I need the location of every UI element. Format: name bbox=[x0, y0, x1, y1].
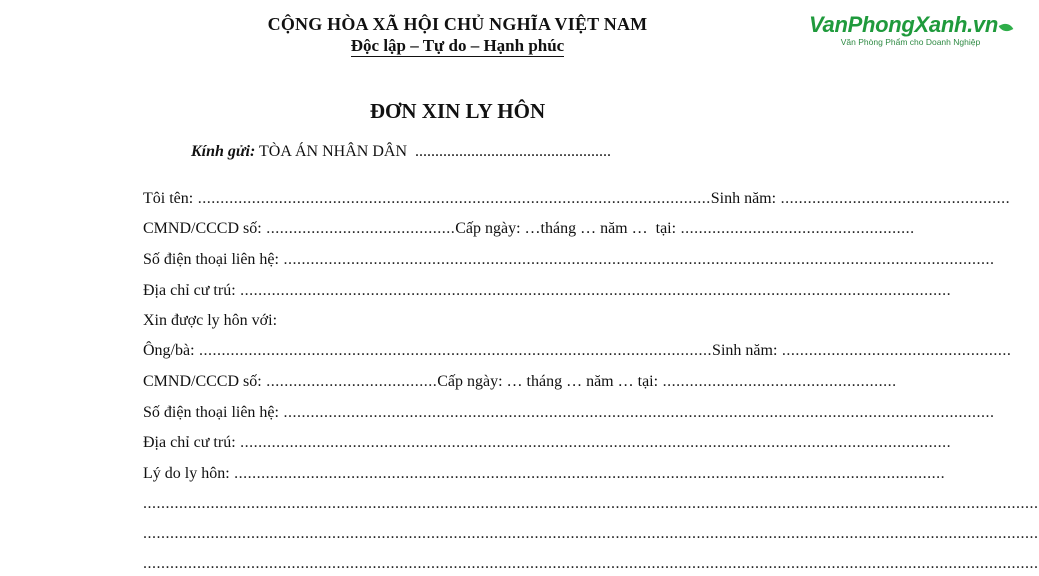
petitioner-name-field[interactable]: .................................................................................................................. bbox=[193, 190, 711, 207]
reason-continuation-line bbox=[143, 495, 1039, 513]
motto-text: Độc lập – Tự do – Hạnh phúc bbox=[350, 36, 565, 55]
respondent-address-label: Địa chỉ cư trú: bbox=[143, 434, 236, 451]
respondent-phone-line bbox=[143, 404, 995, 422]
logo-brand: VanPhongXanh.vn bbox=[808, 12, 998, 37]
petitioner-place-field[interactable]: .................................................... bbox=[676, 220, 915, 237]
petitioner-name-label: Tôi tên: bbox=[143, 190, 194, 207]
respondent-name-line bbox=[143, 342, 1012, 360]
respondent-id-line bbox=[143, 373, 897, 391]
respondent-id-field[interactable]: ...................................... bbox=[261, 373, 438, 390]
logo-tagline: Văn Phòng Phẩm cho Doanh Nghiệp bbox=[840, 37, 981, 47]
recipient-value: TÒA ÁN NHÂN DÂN bbox=[259, 143, 407, 160]
petitioner-id-field[interactable]: .......................................... bbox=[261, 220, 456, 237]
respondent-address-line bbox=[143, 434, 952, 452]
petitioner-birth-year-field[interactable]: ................................................... bbox=[776, 190, 1011, 207]
reason-field[interactable]: .............................................................................................................................................................. bbox=[229, 465, 946, 482]
reason-label: Lý do ly hôn: bbox=[143, 465, 230, 482]
petitioner-address-label: Địa chỉ cư trú: bbox=[143, 282, 236, 299]
petitioner-place-label: tại: bbox=[655, 220, 677, 237]
brand-logo bbox=[809, 12, 1012, 47]
recipient-dots: ................................................. bbox=[411, 143, 611, 160]
petitioner-id-line bbox=[143, 220, 915, 238]
petitioner-phone-line bbox=[143, 251, 995, 269]
divorce-with-line bbox=[143, 312, 773, 330]
respondent-birth-year-field[interactable]: ................................................... bbox=[777, 342, 1012, 359]
divorce-with-label: Xin được ly hôn với: bbox=[143, 312, 278, 329]
petitioner-phone-label: Số điện thoại liên hệ: bbox=[143, 251, 279, 268]
petitioner-name-line bbox=[143, 190, 1011, 208]
recipient-label: Kính gửi: bbox=[191, 143, 256, 160]
respondent-name-field[interactable]: .................................................................................................................. bbox=[194, 342, 713, 359]
motto-heading bbox=[0, 36, 915, 56]
respondent-birth-year-label: Sinh năm: bbox=[712, 342, 778, 359]
respondent-issue-date-label: Cấp ngày: … tháng … năm … bbox=[437, 373, 634, 390]
respondent-place-field[interactable]: .................................................... bbox=[658, 373, 897, 390]
petitioner-address-field[interactable]: .............................................................................................................................................................. bbox=[235, 282, 952, 299]
reason-field-line-3[interactable]: ....................................................................................................................................................................................................... bbox=[143, 525, 1039, 542]
respondent-place-label: tại: bbox=[637, 373, 659, 390]
petitioner-phone-field[interactable]: .............................................................................................................................................................. bbox=[278, 251, 995, 268]
recipient-line bbox=[191, 143, 611, 161]
reason-field-line-2[interactable]: ....................................................................................................................................................................................................... bbox=[143, 495, 1039, 512]
petitioner-birth-year-label: Sinh năm: bbox=[710, 190, 777, 207]
reason-continuation-line bbox=[143, 525, 1039, 543]
respondent-phone-label: Số điện thoại liên hệ: bbox=[143, 404, 279, 421]
respondent-address-field[interactable]: .............................................................................................................................................................. bbox=[235, 434, 952, 451]
reason-line bbox=[143, 465, 946, 483]
petitioner-id-label: CMND/CCCD số: bbox=[143, 220, 262, 237]
petitioner-issue-date-label: Cấp ngày: …tháng … năm … bbox=[455, 220, 648, 237]
reason-continuation-line bbox=[143, 555, 1039, 573]
petitioner-address-line bbox=[143, 282, 952, 300]
leaf-icon bbox=[999, 21, 1014, 34]
respondent-id-label: CMND/CCCD số: bbox=[143, 373, 262, 390]
logo-wordmark bbox=[809, 12, 1012, 38]
reason-field-line-4[interactable]: ....................................................................................................................................................................................................... bbox=[143, 555, 1039, 572]
respondent-name-label: Ông/bà: bbox=[143, 342, 195, 359]
respondent-phone-field[interactable]: .............................................................................................................................................................. bbox=[278, 404, 995, 421]
document-title: ĐƠN XIN LY HÔN bbox=[369, 99, 546, 123]
nation-heading: CỘNG HÒA XÃ HỘI CHỦ NGHĨA VIỆT NAM bbox=[267, 14, 648, 34]
